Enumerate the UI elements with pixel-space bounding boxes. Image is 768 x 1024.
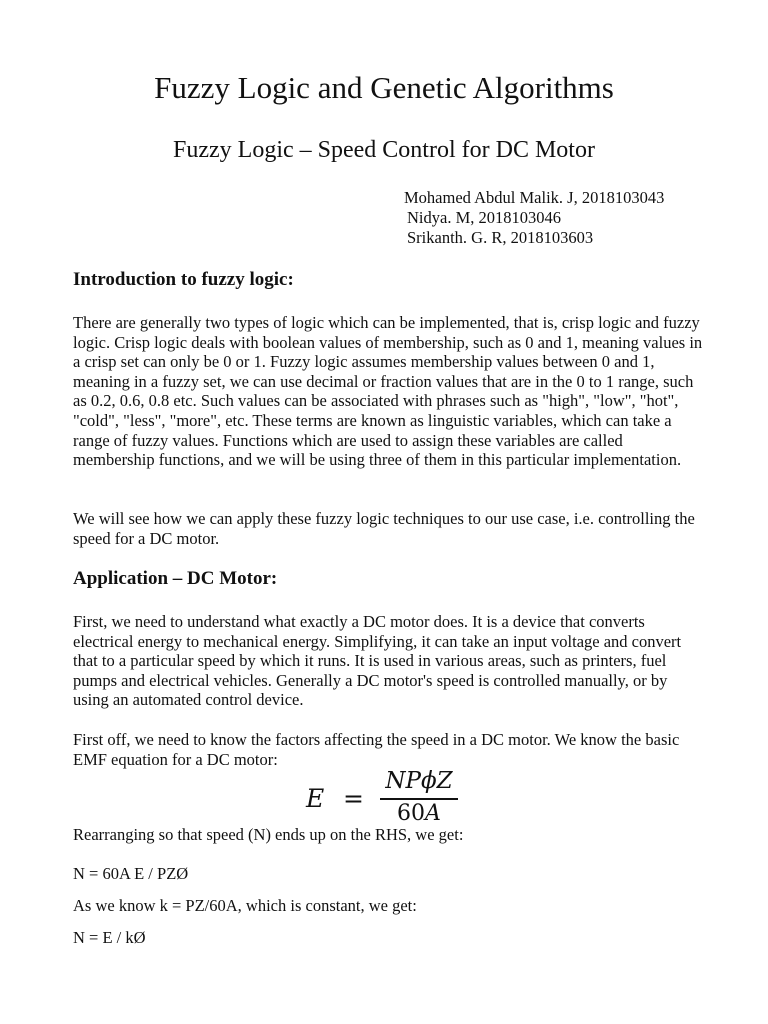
fraction-bar xyxy=(380,798,458,800)
equation-lhs: E xyxy=(306,784,325,813)
author-line: Srikanth. G. R, 2018103603 xyxy=(407,228,594,247)
denominator-symbol: A xyxy=(425,801,441,826)
denominator-number: 60 xyxy=(397,801,426,826)
document-title: Fuzzy Logic and Genetic Algorithms xyxy=(154,70,614,105)
emf-equation xyxy=(306,768,476,826)
equation-equals-sign: = xyxy=(343,784,364,813)
section-heading-introduction: Introduction to fuzzy logic: xyxy=(73,269,294,290)
author-list xyxy=(404,188,664,248)
paragraph: Rearranging so that speed (N) ends up on the RHS, we get: xyxy=(73,825,464,844)
paragraph: There are generally two types of logic which can be implemented, that is, crisp logic and fuzzy logic. Crisp logic deals with boolean values of membership, such as 0 and 1, meaning values in a crisp set can only be 0 or 1. Fuzzy logic assumes membership values between 0 and 1, meaning in a fuzzy set, we can use decimal or fraction values that are in the 0 to 1 range, such as 0.2, 0.6, 0.8 etc. Such values can be associated with phrases such as "high", "low", "hot", "cold", "less", "more", etc. These terms are known as linguistic variables, which can take a range of fuzzy values. Functions which are used to assign these variables are called membership functions, and we will be using three of them in this particular implementation. xyxy=(73,313,703,470)
equation-numerator: NPϕZ xyxy=(385,768,453,794)
paragraph: We will see how we can apply these fuzzy logic techniques to our use case, i.e. controlling the speed for a DC motor. xyxy=(73,509,695,548)
author-line: Nidya. M, 2018103046 xyxy=(407,208,561,227)
author-line: Mohamed Abdul Malik. J, 2018103043 xyxy=(404,188,665,207)
section-heading-application: Application – DC Motor: xyxy=(73,568,278,589)
paragraph: As we know k = PZ/60A, which is constant, we get: xyxy=(73,896,417,915)
equation-denominator xyxy=(380,801,458,826)
document-subtitle: Fuzzy Logic – Speed Control for DC Motor xyxy=(173,137,595,163)
formula-line: N = 60A E / PZØ xyxy=(73,864,189,883)
formula-line: N = E / kØ xyxy=(73,928,146,947)
paragraph: First, we need to understand what exactly a DC motor does. It is a device that converts electrical energy to mechanical energy. Simplifying, it can take an input voltage and convert that to a particular speed by which it runs. It is used in various areas, such as printers, fuel pumps and electrical vehicles. Generally a DC motor's speed is controlled manually, or by using an automated control device. xyxy=(73,612,682,710)
paragraph: First off, we need to know the factors affecting the speed in a DC motor. We know the basic EMF equation for a DC motor: xyxy=(73,730,680,769)
